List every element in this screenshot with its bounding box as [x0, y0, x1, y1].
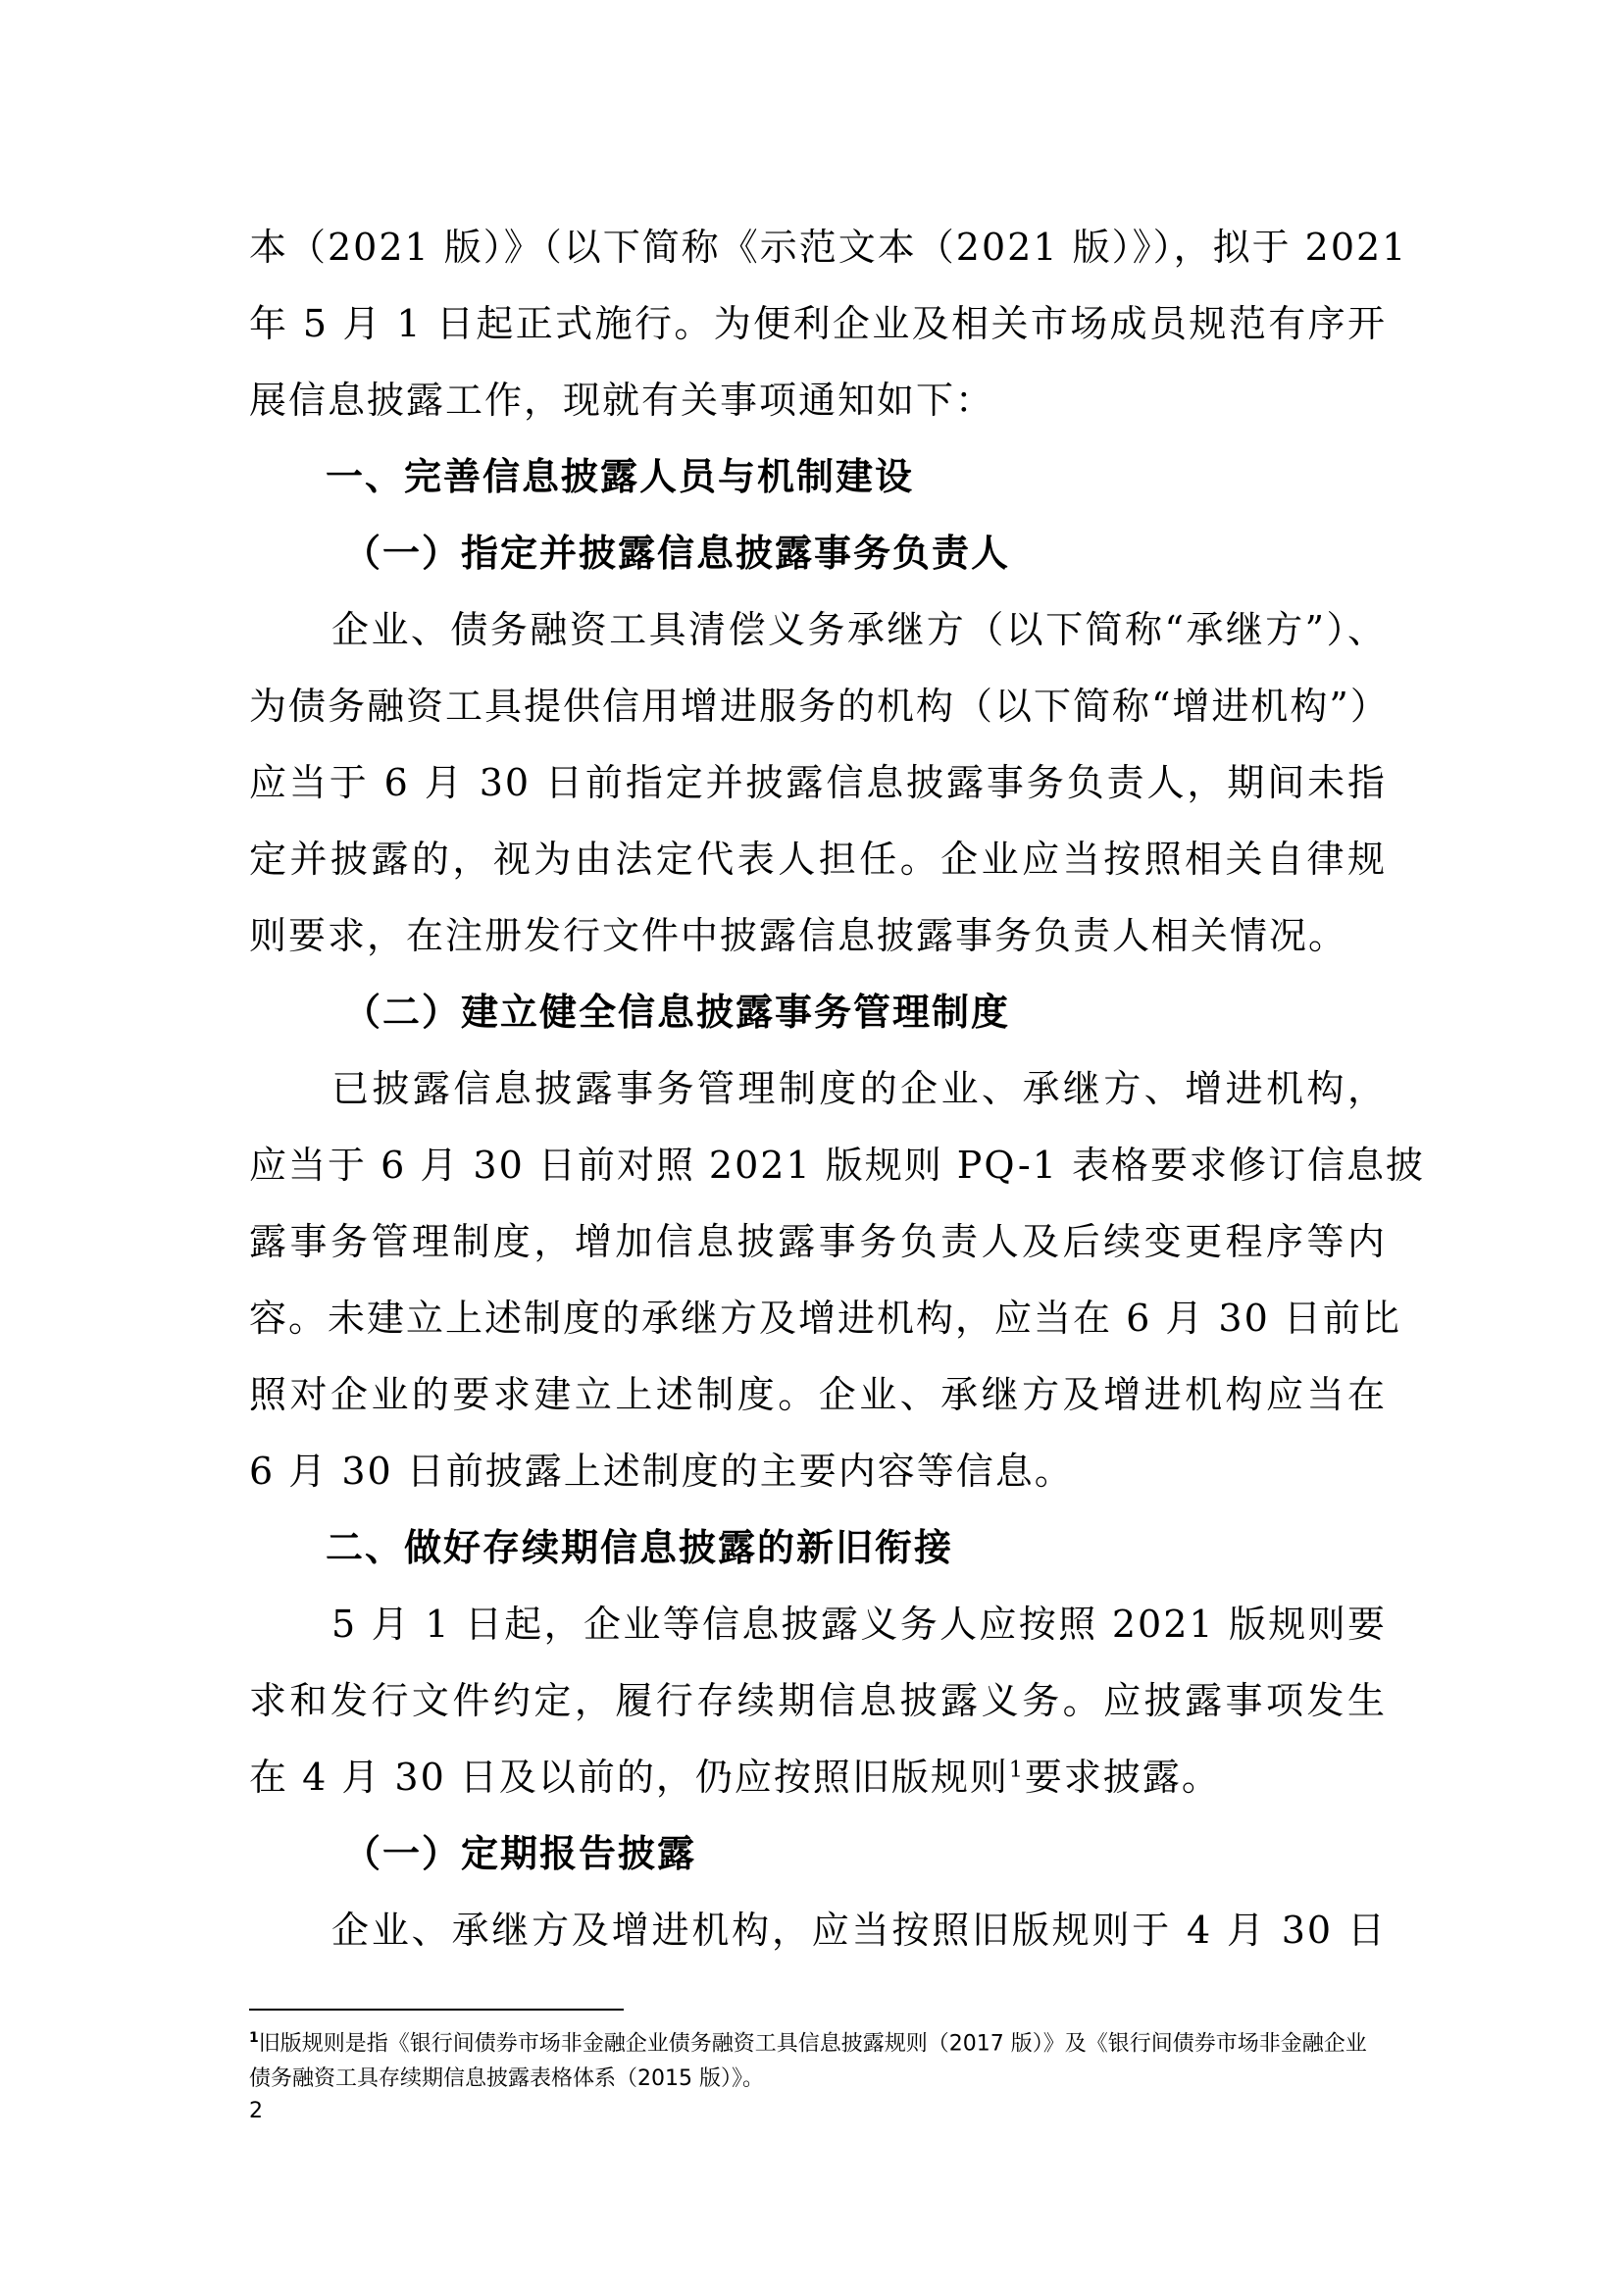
text-line: 本（2021 版）》（以下简称《示范文本（2021 版）》），拟于 2021	[249, 226, 1408, 269]
section-heading-2: 二、做好存续期信息披露的新旧衔接	[326, 1525, 954, 1569]
body-text	[249, 209, 1426, 1968]
text-line: 为债务融资工具提供信用增进服务的机构（以下简称“增进机构”）	[249, 685, 1390, 728]
subsection-heading-1-2: （二）建立健全信息披露事务管理制度	[343, 990, 1011, 1034]
section-heading-1: 一、完善信息披露人员与机制建设	[326, 454, 915, 498]
text-segment: 在 4 月 30 日及以前的，仍应按照旧版规则	[249, 1756, 1009, 1799]
subsection-heading-1-1: （一）指定并披露信息披露事务负责人	[343, 531, 1011, 575]
footnote-marker: 1	[249, 2030, 259, 2046]
footnote-reference[interactable]: 1	[1008, 1758, 1025, 1783]
text-line: 求和发行文件约定，履行存续期信息披露义务。应披露事项发生	[249, 1679, 1387, 1722]
text-line: 年 5 月 1 日起正式施行。为便利企业及相关市场成员规范有序开	[249, 302, 1387, 345]
footnote	[249, 2020, 1387, 2097]
text-line: 照对企业的要求建立上述制度。企业、承继方及增进机构应当在	[249, 1373, 1387, 1416]
text-line: 已披露信息披露事务管理制度的企业、承继方、增进机构，	[331, 1067, 1387, 1110]
text-line: 定并披露的，视为由法定代表人担任。企业应当按照相关自律规	[249, 838, 1387, 881]
text-line: 企业、承继方及增进机构，应当按照旧版规则于 4 月 30 日	[331, 1909, 1387, 1952]
footnote-separator	[249, 2009, 624, 2011]
text-line: 容。未建立上述制度的承继方及增进机构，应当在 6 月 30 日前比	[249, 1297, 1401, 1340]
text-line: 展信息披露工作，现就有关事项通知如下：	[249, 379, 995, 422]
text-line: 应当于 6 月 30 日前指定并披露信息披露事务负责人，期间未指	[249, 761, 1387, 804]
text-line: 则要求，在注册发行文件中披露信息披露事务负责人相关情况。	[249, 914, 1348, 957]
text-line-with-footnote	[249, 1739, 1387, 1815]
text-line: 露事务管理制度，增加信息披露事务负责人及后续变更程序等内	[249, 1220, 1387, 1263]
footnote-text: 旧版规则是指《银行间债券市场非金融企业债务融资工具信息披露规则（2017 版）》及《银行间债券市场非金融企业债务融资工具存续期信息披露表格体系（2015 版）》。	[249, 2031, 1367, 2092]
text-line: 6 月 30 日前披露上述制度的主要内容等信息。	[249, 1450, 1074, 1493]
text-line: 应当于 6 月 30 日前对照 2021 版规则 PQ-1 表格要求修订信息披	[249, 1144, 1426, 1187]
page-number: 2	[249, 2099, 263, 2123]
subsection-heading-2-1: （一）定期报告披露	[343, 1831, 697, 1875]
text-line: 企业、债务融资工具清偿义务承继方（以下简称“承继方”）、	[331, 608, 1387, 651]
text-segment: 要求披露。	[1024, 1756, 1221, 1799]
text-line: 5 月 1 日起，企业等信息披露义务人应按照 2021 版规则要	[331, 1603, 1387, 1646]
